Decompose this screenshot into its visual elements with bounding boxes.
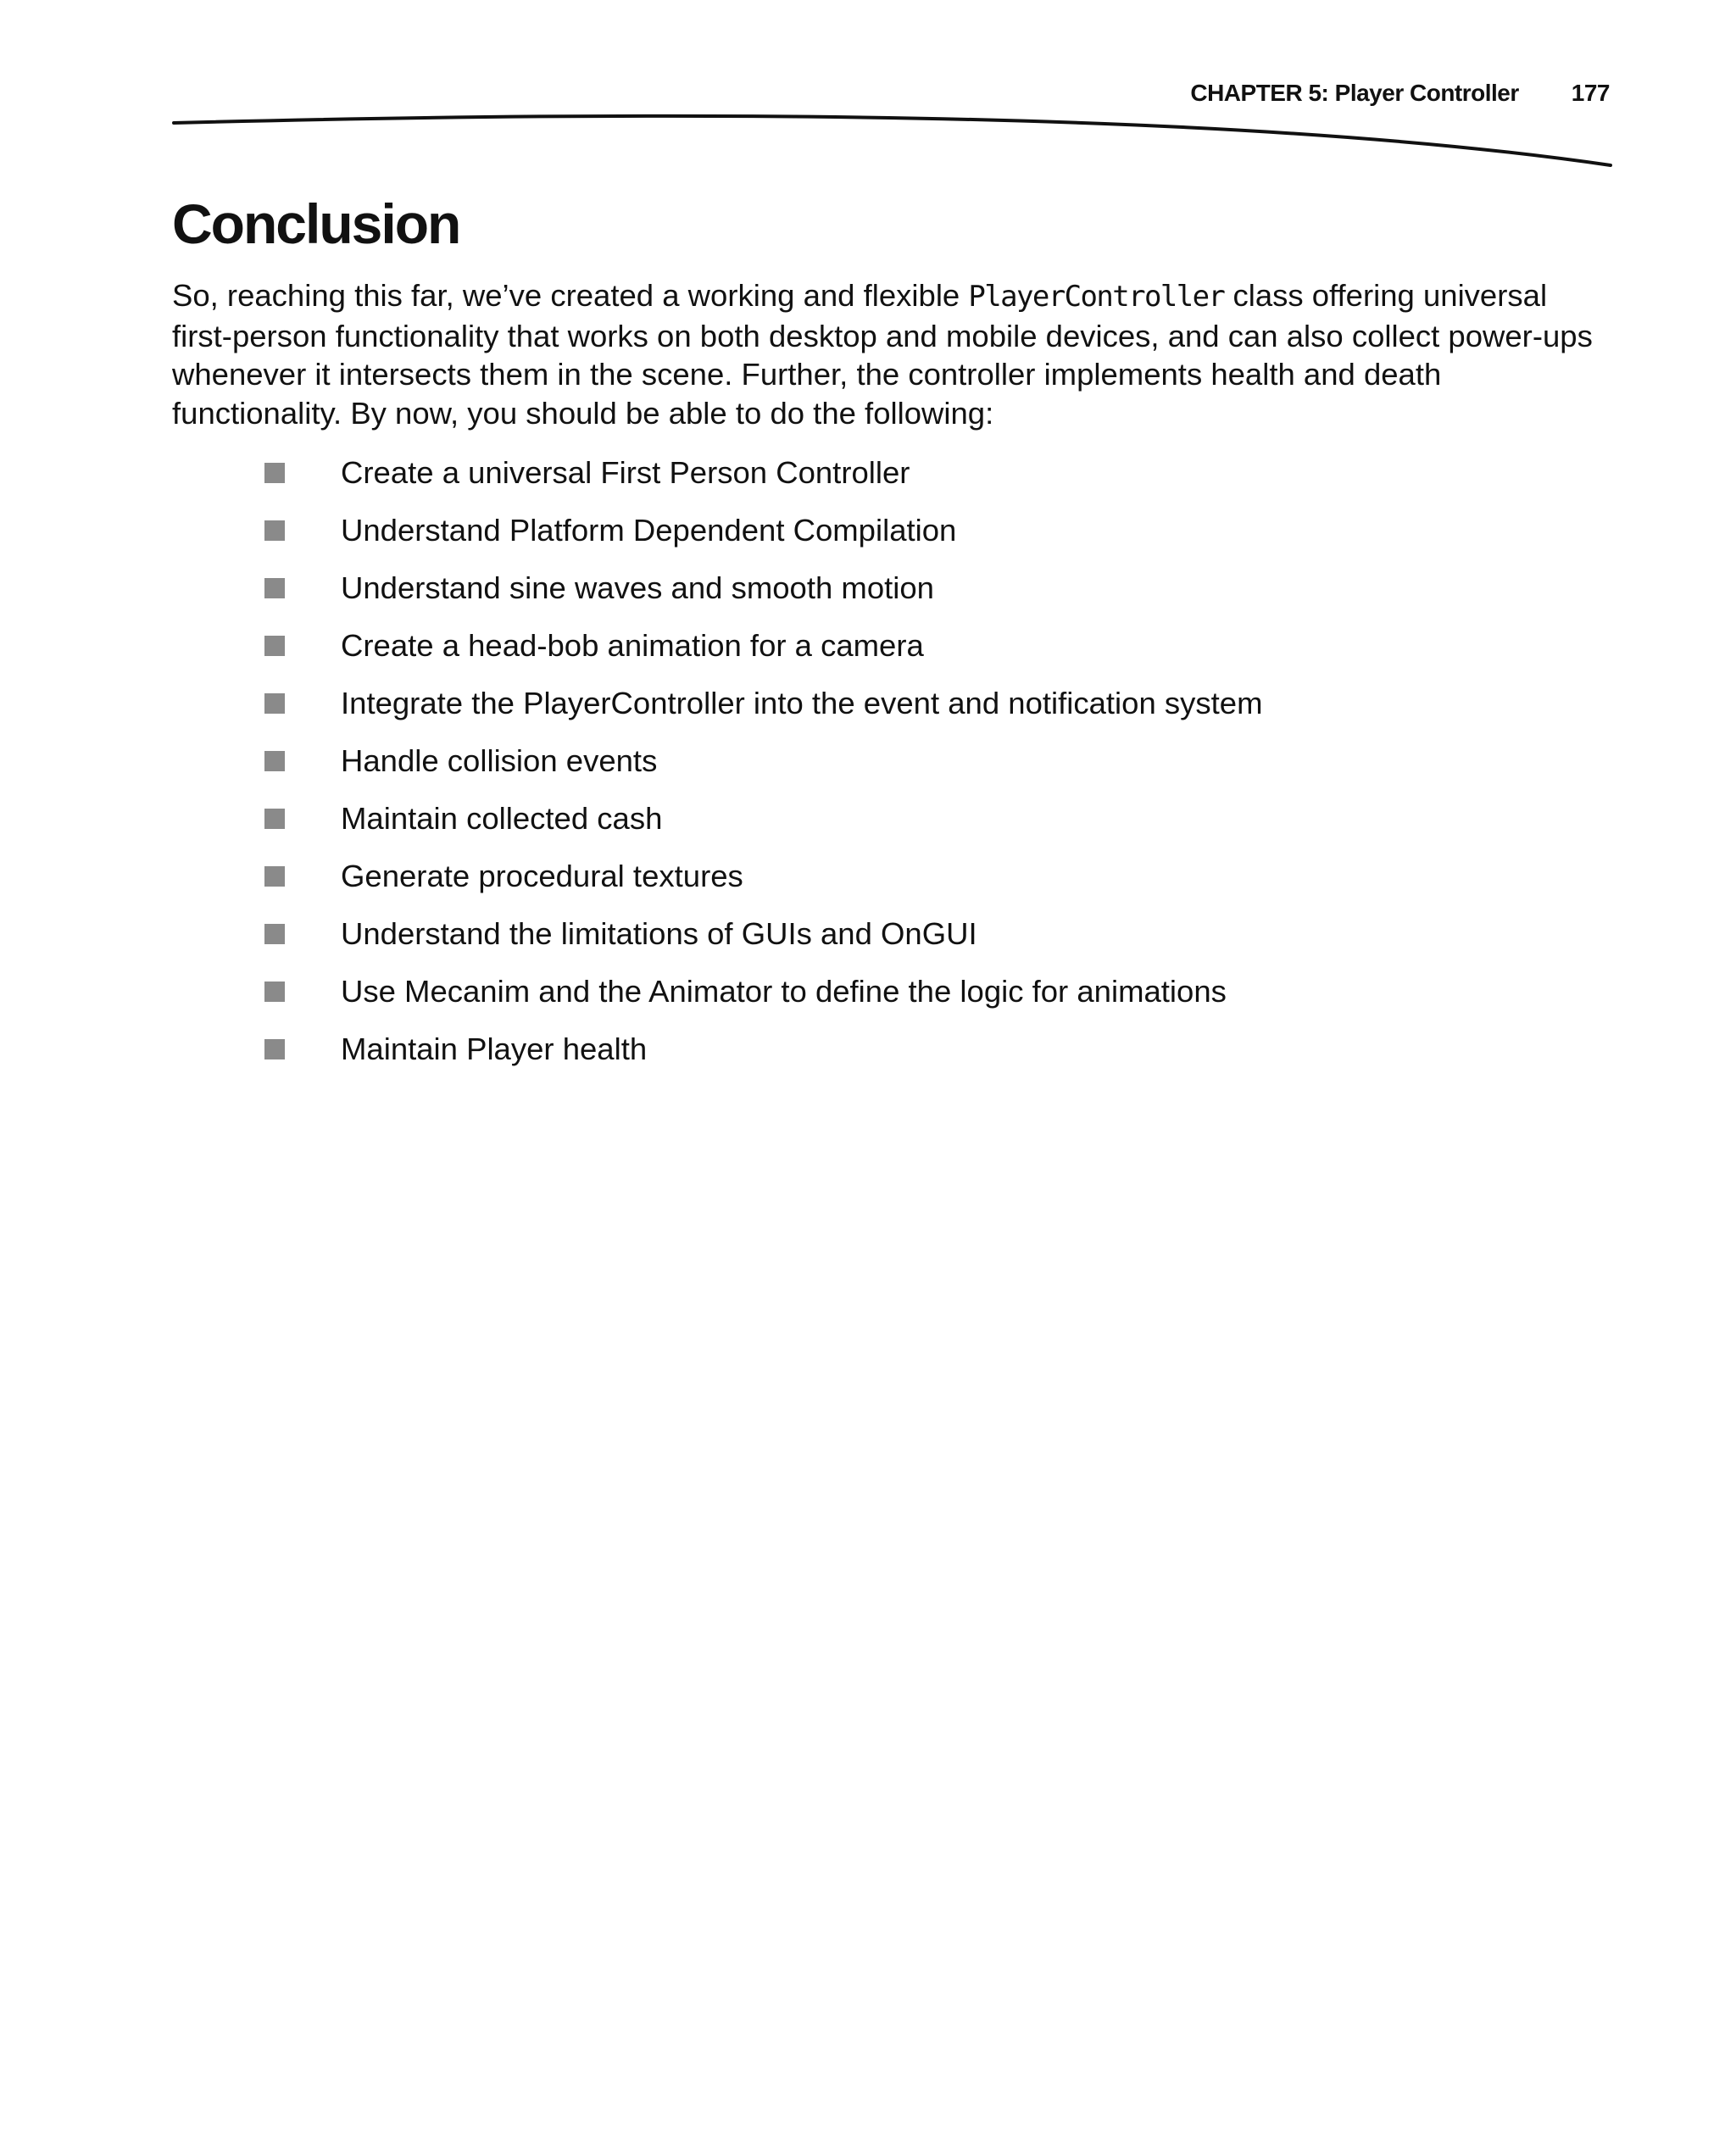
list-item xyxy=(264,1020,1263,1078)
intro-paragraph xyxy=(172,276,1613,432)
list-item-text: Handle collision events xyxy=(341,743,658,778)
list-item-text: Use Mecanim and the Animator to define the logic for animations xyxy=(341,974,1227,1009)
square-bullet-icon xyxy=(264,520,285,541)
square-bullet-icon xyxy=(264,463,285,483)
list-item-text: Understand Platform Dependent Compilation xyxy=(341,513,957,548)
list-item xyxy=(264,732,1263,790)
list-item xyxy=(264,905,1263,963)
list-item-text: Maintain collected cash xyxy=(341,801,663,836)
square-bullet-icon xyxy=(264,636,285,656)
list-item xyxy=(264,559,1263,617)
list-item-text: Integrate the PlayerController into the event and notification system xyxy=(341,686,1263,720)
list-item-text: Create a head-bob animation for a camera xyxy=(341,628,924,663)
square-bullet-icon xyxy=(264,982,285,1002)
inline-code: PlayerController xyxy=(968,280,1225,314)
intro-text-before: So, reaching this far, we’ve created a working and flexible xyxy=(172,278,969,313)
list-item-text: Understand the limitations of GUIs and OnGUI xyxy=(341,916,977,951)
square-bullet-icon xyxy=(264,866,285,887)
square-bullet-icon xyxy=(264,1039,285,1059)
square-bullet-icon xyxy=(264,693,285,714)
list-item xyxy=(264,790,1263,848)
list-item-text: Understand sine waves and smooth motion xyxy=(341,570,934,605)
list-item xyxy=(264,502,1263,559)
list-item-text: Create a universal First Person Controller xyxy=(341,455,910,490)
square-bullet-icon xyxy=(264,751,285,771)
list-item xyxy=(264,963,1263,1020)
intro-text-after: class offering universal first-person functionality that works on both desktop and mobile devices, and can also collect power-ups whenever it intersects them in the scene. Further, the controller implements health and death functionality. By now, you should be able to do the following: xyxy=(172,278,1593,431)
list-item xyxy=(264,848,1263,905)
section-title: Conclusion xyxy=(172,192,460,255)
list-item xyxy=(264,617,1263,675)
header-rule xyxy=(0,0,1736,186)
list-item xyxy=(264,675,1263,732)
list-item-text: Generate procedural textures xyxy=(341,859,743,893)
page-number: 177 xyxy=(1571,80,1610,106)
square-bullet-icon xyxy=(264,924,285,944)
square-bullet-icon xyxy=(264,578,285,598)
list-item xyxy=(264,444,1263,502)
chapter-title: CHAPTER 5: Player Controller xyxy=(1190,80,1519,106)
list-item-text: Maintain Player health xyxy=(341,1032,648,1066)
square-bullet-icon xyxy=(264,809,285,829)
bullet-list xyxy=(264,444,1263,1078)
